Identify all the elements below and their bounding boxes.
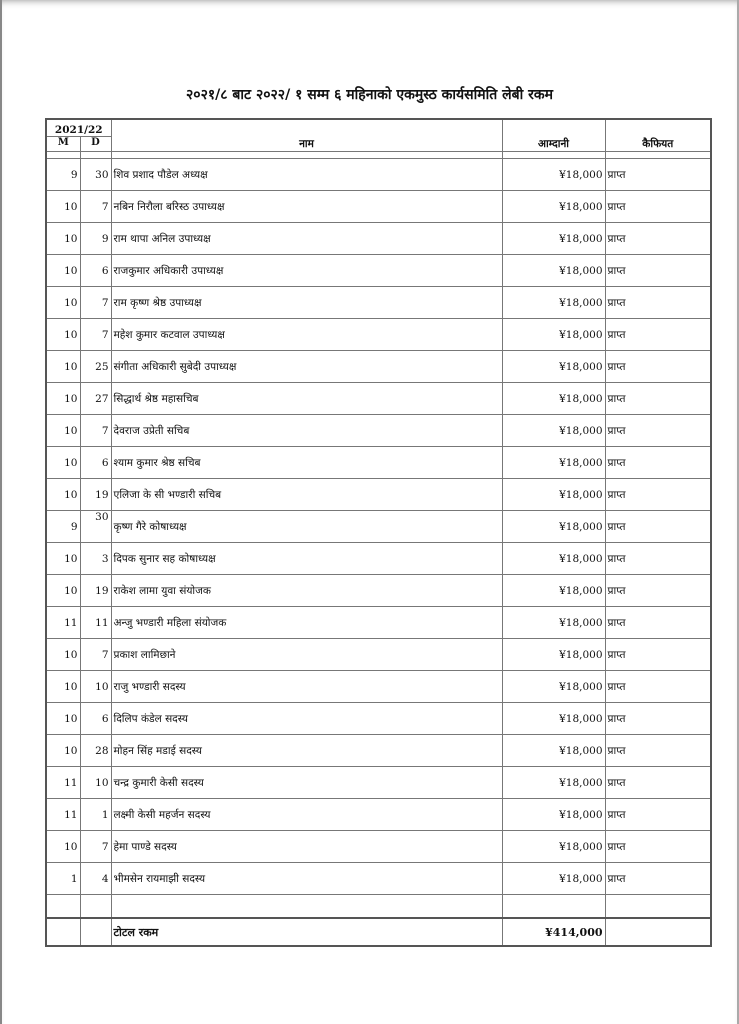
- amount-cell: ¥18,000: [502, 671, 605, 703]
- status-cell: प्राप्त: [605, 671, 711, 703]
- month-cell: 10: [46, 831, 80, 863]
- status-cell: प्राप्त: [605, 831, 711, 863]
- status-cell: प्राप्त: [605, 191, 711, 223]
- day-cell: 4: [80, 863, 111, 895]
- day-cell: 1: [80, 799, 111, 831]
- name-cell: राकेश लामा युवा संयोजक: [111, 575, 502, 607]
- amount-cell: ¥18,000: [502, 223, 605, 255]
- table-row: [46, 767, 711, 799]
- day-cell: 7: [80, 415, 111, 447]
- month-cell: 10: [46, 191, 80, 223]
- total-amount: ¥414,000: [502, 918, 605, 946]
- amount-cell: ¥18,000: [502, 319, 605, 351]
- day-cell: 3: [80, 543, 111, 575]
- month-cell: 10: [46, 255, 80, 287]
- amount-cell: ¥18,000: [502, 799, 605, 831]
- month-cell: 10: [46, 287, 80, 319]
- day-cell: 6: [80, 703, 111, 735]
- day-cell: 6: [80, 447, 111, 479]
- amount-cell: ¥18,000: [502, 287, 605, 319]
- amount-cell: ¥18,000: [502, 863, 605, 895]
- table-row: [46, 511, 711, 543]
- table-row: [46, 287, 711, 319]
- month-cell: 10: [46, 575, 80, 607]
- day-cell: 7: [80, 639, 111, 671]
- amount-cell: ¥18,000: [502, 415, 605, 447]
- table-row: [46, 159, 711, 191]
- name-cell: राजकुमार अधिकारी उपाध्यक्ष: [111, 255, 502, 287]
- table-row: [46, 671, 711, 703]
- day-cell: 7: [80, 287, 111, 319]
- month-cell: 10: [46, 447, 80, 479]
- name-cell: लक्ष्मी केसी महर्जन सदस्य: [111, 799, 502, 831]
- name-cell: हेमा पाण्डे सदस्य: [111, 831, 502, 863]
- amount-cell: ¥18,000: [502, 767, 605, 799]
- month-cell: 10: [46, 703, 80, 735]
- table-row: [46, 191, 711, 223]
- income-column-header: आम्दानी: [502, 119, 605, 152]
- status-cell: प्राप्त: [605, 447, 711, 479]
- amount-cell: ¥18,000: [502, 703, 605, 735]
- amount-cell: ¥18,000: [502, 159, 605, 191]
- status-cell: प्राप्त: [605, 351, 711, 383]
- name-cell: प्रकाश लामिछाने: [111, 639, 502, 671]
- day-cell: 25: [80, 351, 111, 383]
- month-cell: 11: [46, 607, 80, 639]
- table-row: [46, 383, 711, 415]
- day-cell: 7: [80, 831, 111, 863]
- levy-table: [45, 118, 712, 947]
- name-cell: राजु भण्डारी सदस्य: [111, 671, 502, 703]
- remarks-column-header: कैफियत: [605, 119, 711, 152]
- table-row: [46, 319, 711, 351]
- table-row: [46, 735, 711, 767]
- amount-cell: ¥18,000: [502, 447, 605, 479]
- name-cell: दिलिप कंडेल सदस्य: [111, 703, 502, 735]
- table-row: [46, 831, 711, 863]
- name-cell: नबिन निरौला बरिस्ठ उपाध्यक्ष: [111, 191, 502, 223]
- amount-cell: ¥18,000: [502, 351, 605, 383]
- amount-cell: ¥18,000: [502, 831, 605, 863]
- day-cell: 10: [80, 671, 111, 703]
- amount-cell: ¥18,000: [502, 255, 605, 287]
- name-cell: राम थापा अनिल उपाध्यक्ष: [111, 223, 502, 255]
- name-cell: संगीता अधिकारी सुबेदी उपाध्यक्ष: [111, 351, 502, 383]
- status-cell: प्राप्त: [605, 287, 711, 319]
- table-row: [46, 447, 711, 479]
- amount-cell: ¥18,000: [502, 607, 605, 639]
- amount-cell: ¥18,000: [502, 479, 605, 511]
- status-cell: प्राप्त: [605, 319, 711, 351]
- status-cell: प्राप्त: [605, 479, 711, 511]
- day-cell: 9: [80, 223, 111, 255]
- total-row: [46, 918, 711, 946]
- name-cell: दिपक सुनार सह कोषाध्यक्ष: [111, 543, 502, 575]
- month-cell: 10: [46, 383, 80, 415]
- status-cell: प्राप्त: [605, 863, 711, 895]
- month-cell: 9: [46, 159, 80, 191]
- month-cell: 11: [46, 799, 80, 831]
- month-cell: 10: [46, 671, 80, 703]
- month-cell: 10: [46, 543, 80, 575]
- month-cell: 1: [46, 863, 80, 895]
- status-cell: प्राप्त: [605, 735, 711, 767]
- name-cell: चन्द्र कुमारी केसी सदस्य: [111, 767, 502, 799]
- name-cell: महेश कुमार कटवाल उपाध्यक्ष: [111, 319, 502, 351]
- day-cell: 28: [80, 735, 111, 767]
- status-cell: प्राप्त: [605, 767, 711, 799]
- name-cell: कृष्ण गैरे कोषाध्यक्ष: [111, 511, 502, 543]
- page-title: २०२१/८ बाट २०२२/ १ सम्म ६ महिनाको एकमुस्ठ कार्यसमिति लेबी रकम: [186, 87, 553, 103]
- name-cell: भीमसेन रायमाझी सदस्य: [111, 863, 502, 895]
- status-cell: प्राप्त: [605, 159, 711, 191]
- status-cell: प्राप्त: [605, 383, 711, 415]
- name-cell: शिव प्रशाद पौडेल अध्यक्ष: [111, 159, 502, 191]
- month-cell: 10: [46, 319, 80, 351]
- month-cell: 9: [46, 511, 80, 543]
- amount-cell: ¥18,000: [502, 735, 605, 767]
- status-cell: प्राप्त: [605, 607, 711, 639]
- amount-cell: ¥18,000: [502, 639, 605, 671]
- table-row: [46, 543, 711, 575]
- status-cell: प्राप्त: [605, 415, 711, 447]
- table-row: [46, 415, 711, 447]
- day-cell: 19: [80, 575, 111, 607]
- month-cell: 10: [46, 639, 80, 671]
- amount-cell: ¥18,000: [502, 575, 605, 607]
- month-cell: 10: [46, 479, 80, 511]
- table-row: [46, 479, 711, 511]
- name-cell: एलिजा के सी भण्डारी सचिब: [111, 479, 502, 511]
- day-cell: 27: [80, 383, 111, 415]
- month-cell: 10: [46, 415, 80, 447]
- month-cell: 10: [46, 735, 80, 767]
- name-column-header: नाम: [111, 119, 502, 152]
- status-cell: प्राप्त: [605, 511, 711, 543]
- amount-cell: ¥18,000: [502, 511, 605, 543]
- day-cell: 30: [80, 511, 111, 543]
- status-cell: प्राप्त: [605, 575, 711, 607]
- day-cell: 10: [80, 767, 111, 799]
- status-cell: प्राप्त: [605, 703, 711, 735]
- table-row: [46, 863, 711, 895]
- table-row: [46, 575, 711, 607]
- day-cell: 11: [80, 607, 111, 639]
- day-cell: 7: [80, 319, 111, 351]
- month-cell: 11: [46, 767, 80, 799]
- amount-cell: ¥18,000: [502, 191, 605, 223]
- table-row: [46, 223, 711, 255]
- name-cell: सिद्धार्थ श्रेष्ठ महासचिब: [111, 383, 502, 415]
- status-cell: प्राप्त: [605, 223, 711, 255]
- month-cell: 10: [46, 351, 80, 383]
- day-cell: 19: [80, 479, 111, 511]
- spacer-row: [46, 152, 711, 159]
- name-cell: मोहन सिंह मडाई सदस्य: [111, 735, 502, 767]
- status-cell: प्राप्त: [605, 639, 711, 671]
- table-row: [46, 639, 711, 671]
- name-cell: राम कृष्ण श्रेष्ठ उपाध्यक्ष: [111, 287, 502, 319]
- day-cell: 30: [80, 159, 111, 191]
- status-cell: प्राप्त: [605, 543, 711, 575]
- amount-cell: ¥18,000: [502, 543, 605, 575]
- status-cell: प्राप्त: [605, 799, 711, 831]
- name-cell: देवराज उप्रेती सचिब: [111, 415, 502, 447]
- day-cell: 7: [80, 191, 111, 223]
- month-column-header: M: [46, 137, 80, 152]
- table-row: [46, 351, 711, 383]
- blank-row: [46, 895, 711, 919]
- table-row: [46, 703, 711, 735]
- year-header: 2021/22: [46, 119, 111, 137]
- name-cell: अन्जु भण्डारी महिला संयोजक: [111, 607, 502, 639]
- day-column-header: D: [80, 137, 111, 152]
- table-row: [46, 799, 711, 831]
- day-cell: 6: [80, 255, 111, 287]
- amount-cell: ¥18,000: [502, 383, 605, 415]
- total-label: टोटल रकम: [111, 918, 502, 946]
- table-row: [46, 255, 711, 287]
- name-cell: श्याम कुमार श्रेष्ठ सचिब: [111, 447, 502, 479]
- status-cell: प्राप्त: [605, 255, 711, 287]
- month-cell: 10: [46, 223, 80, 255]
- table-row: [46, 607, 711, 639]
